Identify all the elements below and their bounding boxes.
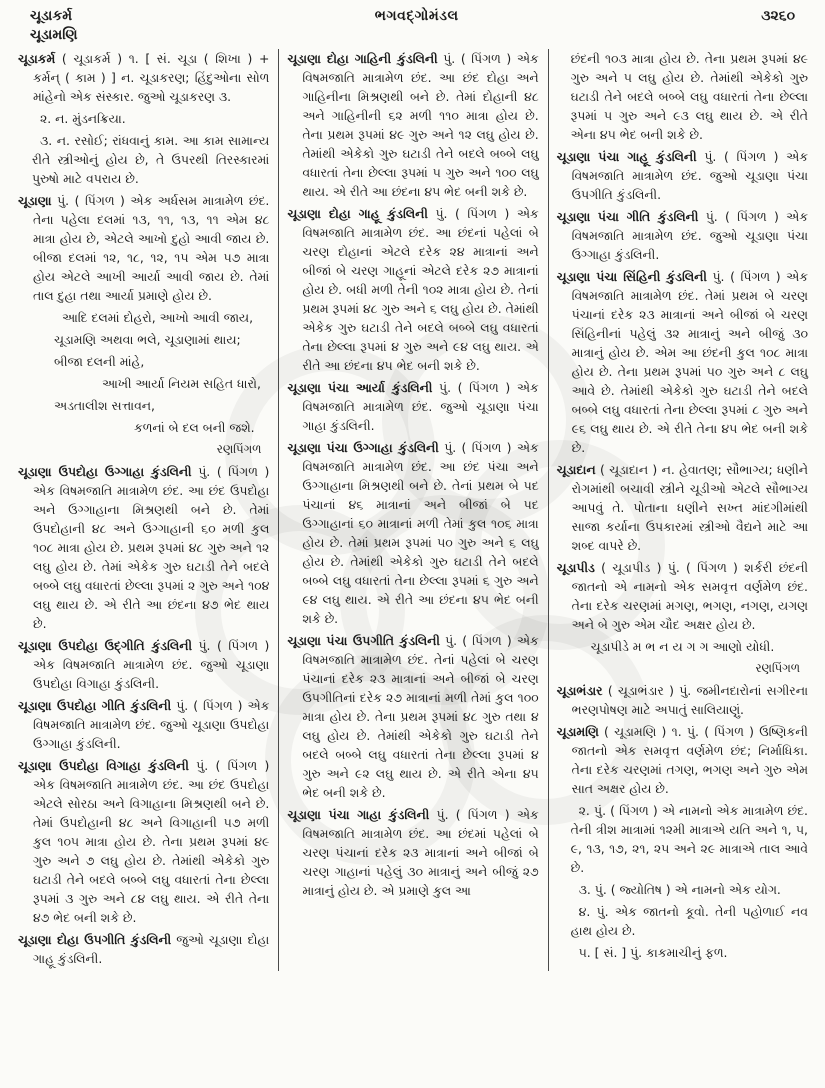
headword: ચૂડાણા ઉપદોહા ઉગ્ગાહા કુંડલિની: [18, 464, 192, 479]
headword: ચૂડાદાન: [556, 462, 596, 477]
sense-item: ૪. પું. એક જાતનો કૂવો. તેની પહોળાઈ નવ હાથ હોય છે.: [570, 904, 808, 938]
dictionary-entry: ચૂડાપીડ ( ચૂડાપીડ ) પું. ( પિંગળ ) શર્કરી છંદની જાતનો એ નામનો એક સમવૃત્ત વર્ણમેળ છંદ. તેના દરેક ચરણમાં મગણ, ભગણ, નગણ, યગણ અને બે ગુરુ એમ ચૌદ અક્ષર હોય છે.: [556, 560, 808, 632]
column-2: [278, 49, 547, 971]
sense-item: ૩. ન. રસોઈ; રાંધવાનું કામ. આ કામ સામાન્ય રીતે સ્ત્રીઓનું હોય છે, તે ઉપરથી તિરસ્કારમાં પુરુષો માટે વપરાય છે.: [32, 133, 270, 186]
verse-line: ચૂડાપીડે મ ભ ન ય ગ ગ આણો યોધી.: [590, 639, 775, 654]
verse-line: બીજા દલની માંહે,: [54, 354, 145, 369]
dictionary-entry: ચૂડાણા પંચા ગાહૂ કુંડલિની પું. ( પિંગળ ) એક વિષમજાતિ માત્રામેળ છંદ. જુઓ ચૂડાણા પંચા ઉપગીતિ કુંડલિની.: [556, 149, 808, 202]
sense-item: ૫. [ સં. ] પું. કાકમાચીનું ફળ.: [578, 945, 728, 960]
dictionary-entry: ચૂડાણા પંચા આર્યા કુંડલિની પું. ( પિંગળ ) એક વિષમજાતિ માત્રામેળ છંદ. જુઓ ચૂડાણા પંચા ગાહા કુંડલિની.: [287, 380, 539, 433]
dictionary-entry: ચૂડાણા દોહા ગાહૂ કુંડલિની પું. ( પિંગળ ) એક વિષમજાતિ માત્રામેળ છંદ. આ છંદનાં પહેલાં બે ચરણ દોહાનાં એટલે દરેક ૨૪ માત્રાનાં અને બીજાં બે ચરણ ગાહૂનાં એટલે દરેક ૨૭ માત્રાનાં હોય છે. બધી મળી તેની ૧૦૨ માત્રા હોય છે. તેનાં પ્રથમ રૂપમાં ૪૮ ગુરુ અને ૬ લઘુ હોય છે. તેમાંથી એકેક ગુરુ ઘટાડી તેને બદલે બબ્બે લઘુ વધારતાં તેના છેલ્લા રૂપમાં ૪ ગુરુ અને ૯૪ લઘુ થાય. એ રીતે આ છંદના ૪૫ ભેદ બની શકે છે.: [287, 206, 539, 373]
sense-item: ૨. પું. ( પિંગળ ) એ નામનો એક માત્રામેળ છંદ. તેની ત્રીશ માત્રામાં ૧૨મી માત્રાએ યતિ અને ૧, ૫, ૯, ૧૩, ૧૭, ૨૧, ૨૫ અને ૨૯ માત્રાએ તાલ આવે છે.: [570, 803, 808, 875]
dictionary-entry: ચૂડાણા પંચા ઉપગીતિ કુંડલિની પું. ( પિંગળ ) એક વિષમજાતિ માત્રામેળ છંદ. તેનાં પહેલાં બે ચરણ પંચાનાં દરેક ૨૩ માત્રાનાં અને બીજાં બે ચરણ ઉપગીતિનાં દરેક ૨૭ માત્રાનાં મળી તેમાં કુલ ૧૦૦ માત્રા હોય છે. તેના પ્રથમ રૂપમાં ૪૮ ગુરુ તથા ૪ લઘુ હોય છે. તેમાંથી એકેકો ગુરુ ઘટાડી તેને બદલે બબ્બે લઘુ વધારતાં તેના છેલ્લા રૂપમાં ૪ ગુરુ અને ૯૨ લઘુ થાય છે. એ રીતે એના ૪૫ ભેદ બની શકે છે.: [287, 633, 539, 800]
headword: ચૂડાણા પંચા ગાહૂ કુંડલિની: [556, 149, 697, 164]
headword: ચૂડાણા દોહા ઉપગીતિ કુંડલિની: [18, 932, 172, 947]
header-second-catchword: ચૂડામણિ: [30, 27, 78, 43]
headword: ચૂડાણા પંચા ઉગ્ગાહા કુંડલિની: [287, 440, 439, 455]
sense-item: ૩. પું. ( જ્યોતિષ ) એ નામનો એક યોગ.: [578, 882, 781, 897]
dictionary-entry: ચૂડાણા ઉપદોહા વિગાહા કુંડલિની પું. ( પિંગળ ) એક વિષમજાતિ માત્રામેળ છંદ. આ છંદ ઉપદોહા એટલે સોરઠા અને વિગાહાના મિશ્રણથી બને છે. તેમાં ઉપદોહાની ૪૮ અને વિગાહાની ૫૭ મળી કુલ ૧૦૫ માત્રા હોય છે. તેના પ્રથમ રૂપમાં ૪૯ ગુરુ અને ૭ લઘુ હોય છે. તેમાંથી એકેકો ગુરુ ઘટાડી તેને બદલે બબ્બે લઘુ વધારતાં તેના છેલ્લા રૂપમાં ૩ ગુરુ અને ૮૪ લઘુ થાય. એ રીતે તેના ૪૭ ભેદ બની શકે છે.: [18, 758, 270, 925]
dictionary-entry: ચૂડાણા પંચા સિંહિની કુંડલિની પું. ( પિંગળ ) એક વિષમજાતિ માત્રામેળ છંદ. તેમાં પ્રથમ બે ચરણ પંચાનાં દરેક ૨૩ માત્રાનાં અને બીજાં બે ચરણ સિંહિનીનાં પહેલું ૩૨ માત્રાનું અને બીજું ૩૦ માત્રાનું હોય છે. એમ આ છંદની કુલ ૧૦૮ માત્રા હોય છે. તેના પ્રથમ રૂપમાં ૫૦ ગુરુ અને ૮ લઘુ આવે છે. તેમાંથી એકેકો ગુરુ ઘટાડી તેને બદલે બબ્બે લઘુ વધારતાં તેના છેલ્લા રૂપમાં ૮ ગુરુ અને ૯૬ લઘુ થાય છે. એ રીતે તેના ૪૫ ભેદ બની શકે છે.: [556, 269, 808, 455]
headword: ચૂડાપીડ: [556, 560, 595, 575]
verse-line: આખી આર્યા નિયમ સહિત ધારો,: [102, 376, 261, 391]
verse-line: આદિ દલમાં દોહરો, આખો આવી જાય,: [62, 310, 254, 325]
headword: ચૂડામણિ: [556, 724, 599, 739]
headword: ચૂડાણા પંચા સિંહિની કુંડલિની: [556, 269, 707, 284]
headword: ચૂડાકર્મ: [18, 51, 56, 66]
dictionary-entry: ચૂડાણા ઉપદોહા ગીતિ કુંડલિની પું. ( પિંગળ ) એક વિષમજાતિ માત્રામેળ છંદ. જુઓ ચૂડાણા ઉપદોહા ઉગ્ગાહા કુંડલિની.: [18, 698, 270, 751]
dictionary-entry: ચૂડાણા ઉપદોહા ઉદ્‌ગીતિ કુંડલિની પું. ( પિંગળ ) એક વિષમજાતિ માત્રામેળ છંદ. જુઓ ચૂડાણા ઉપદોહા વિગાહા કુંડલિની.: [18, 638, 270, 691]
dictionary-entry: ચૂડાદાન ( ચૂડાદાન ) ન. હેવાતણ; સૌભાગ્ય; ધણીને રોગમાંથી બચાવી સ્ત્રીને ચૂડીઓ એટલે સૌભાગ્ય આપવું તે. પોતાના ધણીને સખ્ત માંદગીમાંથી સાજા કર્યાના ઉપકારમાં સ્ત્રીઓ વૈદ્યને માટે આ શબ્દ વાપરે છે.: [556, 462, 808, 553]
header-left-catchword: ચૂડાકર્મ: [30, 8, 73, 24]
headword: ચૂડાણા પંચા ગીતિ કુંડલિની: [556, 209, 699, 224]
dictionary-entry: ચૂડાણા પંચા ગાહા કુંડલિની પું. ( પિંગળ ) એક વિષમજાતિ માત્રામેળ છંદ. આ છંદમાં પહેલાં બે ચરણ પંચાનાં દરેક ૨૩ માત્રાનાં અને બીજાં બે ચરણ ગાહાનાં પહેલું ૩૦ માત્રાનું અને બીજું ૨૭ માત્રાનું હોય છે. એ પ્રમાણે કુલ આ: [287, 807, 539, 898]
dictionary-entry: ચૂડામણિ ( ચૂડામણિ ) ૧. પું. ( પિંગળ ) ઉષ્ણિકની જાતનો એક સમવૃત્ત વર્ણમેળ છંદ; નિર્માધિકા. તેના દરેક ચરણમાં તગણ, ભગણ અને ગુરુ એમ સાત અક્ષર હોય છે.: [556, 724, 808, 796]
attribution: રણપિંગળ: [755, 661, 800, 675]
headword: ચૂડાણા દોહા ગાહૂ કુંડલિની: [287, 206, 428, 221]
headword: ચૂડાણા ઉપદોહા વિગાહા કુંડલિની: [18, 758, 189, 773]
dictionary-entry: ચૂડાણા પંચા ઉગ્ગાહા કુંડલિની પું. ( પિંગળ ) એક વિષમજાતિ માત્રામેળ છંદ. આ છંદ પંચા અને ઉગ્ગાહાના મિશ્રણથી બને છે. તેનાં પ્રથમ બે પદ પંચાનાં ૪૬ માત્રાનાં અને બીજાં બે પદ ઉગ્ગાહાનાં ૬૦ માત્રાનાં મળી તેમાં કુલ ૧૦૬ માત્રા હોય છે. તેમાં પ્રથમ રૂપમાં ૫૦ ગુરુ અને ૬ લઘુ હોય છે. તેમાંથી એકેકો ગુરુ ઘટાડી તેને બદલે બબ્બે લઘુ વધારતાં તેના છેલ્લા રૂપમાં ૬ ગુરુ અને ૯૪ લઘુ થાય. એ રીતે આ છંદના ૪૫ ભેદ બની શકે છે.: [287, 440, 539, 626]
verse-line: અડતાલીશ સત્તાવન,: [54, 398, 155, 413]
dictionary-entry: ચૂડાણા પું. ( પિંગળ ) એક અર્ધસમ માત્રામેળ છંદ. તેના પહેલા દલમાં ૧૩, ૧૧, ૧૩, ૧૧ એમ ૪૮ માત્રા હોય છે, એટલે આખો દુહો આવી જાય છે. બીજા દલમાં ૧૨, ૧૮, ૧૨, ૧૫ એમ ૫૭ માત્રા હોય એટલે આખી આર્યા આવી જાય છે. તેમાં તાલ દુહા તથા આર્યા પ્રમાણે હોય છે.: [18, 193, 270, 303]
dictionary-entry: ચૂડાણા દોહા ઉપગીતિ કુંડલિની જુઓ ચૂડાણા દોહા ગાહૂ કુંડલિની.: [18, 932, 270, 966]
dictionary-entry: ચૂડાણા ઉપદોહા ઉગ્ગાહા કુંડલિની પું. ( પિંગળ ) એક વિષમજાતિ માત્રામેળ છંદ. આ છંદ ઉપદોહા અને ઉગ્ગાહાના મિશ્રણથી બને છે. તેમાં ઉપદોહાની ૪૮ અને ઉગ્ગાહાની ૬૦ મળી કુલ ૧૦૮ માત્રા હોય છે. પ્રથમ રૂપમાં ૪૮ ગુરુ અને ૧૨ લઘુ હોય છે. તેમાં એકેક ગુરુ ઘટાડી તેને બદલે બબ્બે લઘુ વધારતાં છેલ્લા રૂપમાં ૨ ગુરુ અને ૧૦૪ લઘુ થાય છે. એ રીતે આ છંદના ૪૭ ભેદ થાય છે.: [18, 464, 270, 631]
headword: ચૂડાણા ઉપદોહા ઉદ્‌ગીતિ કુંડલિની: [18, 638, 192, 653]
dictionary-entry: ચૂડાકર્મ ( ચૂડાકર્મ ) ૧. [ સં. ચૂડા ( શિખા ) + કર્મન્ ( કામ ) ] ન. ચૂડાકરણ; હિંદુઓના સોળ માંહેનો એક સંસ્કાર. જુઓ ચૂડાકરણ ૩.: [18, 51, 270, 104]
headword: ચૂડાણા દોહા ગાહિની કુંડલિની: [287, 51, 438, 66]
book-title: ભગવદ્ગોમંડલ: [374, 8, 459, 24]
three-column-text: [0, 43, 825, 971]
dictionary-entry: ચૂડાણા દોહા ગાહિની કુંડલિની પું. ( પિંગળ ) એક વિષમજાતિ માત્રામેળ છંદ. આ છંદ દોહા અને ગાહિનીના મિશ્રણથી બને છે. તેમાં દોહાની ૪૮ અને ગાહિનીની ૬૨ મળી ૧૧૦ માત્રા હોય છે. તેના પ્રથમ રૂપમાં ૪૯ ગુરુ અને ૧૨ લઘુ હોય છે. તેમાંથી એકેકો ગુરુ ઘટાડી તેને બદલે બબ્બે લઘુ વધારતાં તેના છેલ્લા રૂપમાં ૫ ગુરુ અને ૧૦૦ લઘુ થાય. એ રીતે આ છંદના ૪૫ ભેદ બની શકે છે.: [287, 51, 539, 199]
headword: ચૂડાણા ઉપદોહા ગીતિ કુંડલિની: [18, 698, 172, 713]
verse-line: કળનાં બે દલ બની જશે.: [134, 420, 255, 435]
headword: ચૂડાણા પંચા ગાહા કુંડલિની: [287, 807, 430, 822]
sense-item: ૨. ન. મુંડનક્રિયા.: [40, 111, 126, 126]
headword: ચૂડાણા પંચા ઉપગીતિ કુંડલિની: [287, 633, 440, 648]
page-number: ૩૨૬૦: [761, 8, 795, 24]
headword: ચૂડાભંડાર: [556, 683, 603, 698]
headword: ચૂડાણા પંચા આર્યા કુંડલિની: [287, 380, 433, 395]
dictionary-entry: ચૂડાણા પંચા ગીતિ કુંડલિની પું. ( પિંગળ ) એક વિષમજાતિ માત્રામેળ છંદ. જુઓ ચૂડાણા પંચા ઉગ્ગાહા કુંડલિની.: [556, 209, 808, 262]
column-1: [10, 49, 278, 971]
dictionary-entry: ચૂડાભંડાર ( ચૂડાભંડાર ) પું. જમીનદારોનાં સગીરના ભરણપોષણ માટે અપાતું સાલિયાણું.: [556, 683, 808, 717]
verse-line: ચૂડામણિ અથવા ભલે, ચૂડાણામાં થાય;: [54, 332, 241, 347]
attribution: રણપિંગળ: [216, 442, 262, 456]
headword: ચૂડાણા: [18, 193, 52, 208]
column-3: [548, 49, 817, 971]
continuation-text: છંદની ૧૦૩ માત્રા હોય છે. તેના પ્રથમ રૂપમાં ૪૯ ગુરુ અને ૫ લઘુ હોય છે. તેમાંથી એકેકો ગુરુ ઘટાડી તેને બદલે બબ્બે લઘુ વધારતાં તેના છેલ્લા રૂપમાં ૫ ગુરુ અને ૯૩ લઘુ થાય છે. એ રીતે એના ૪૫ ભેદ બની શકે છે.: [570, 51, 808, 142]
running-header: [0, 0, 825, 24]
